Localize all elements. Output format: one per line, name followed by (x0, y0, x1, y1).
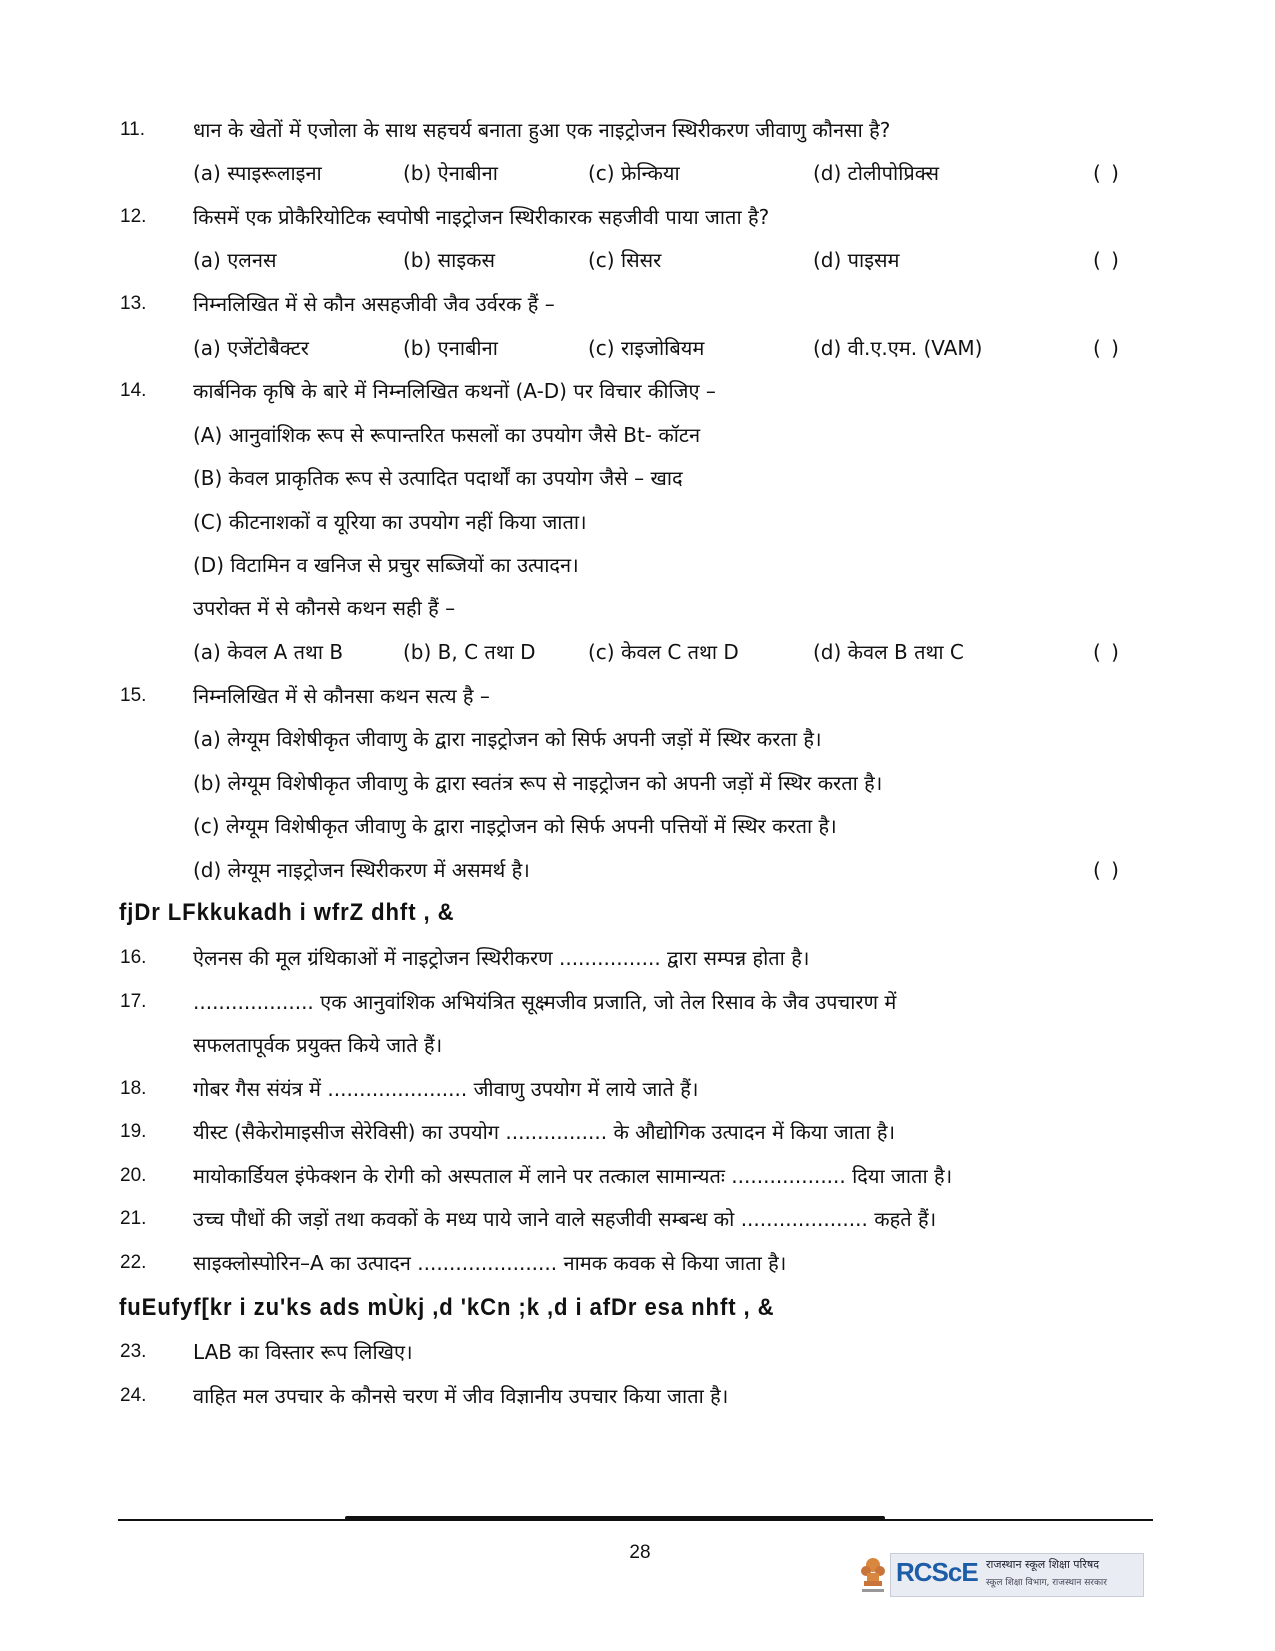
section-heading-fill-blanks: fjDr LFkkukadh i wfrZ dhft , & (119, 899, 455, 926)
option-b: (b) ऐनाबीना (403, 161, 498, 185)
rcsce-logo (858, 1549, 1143, 1601)
section-heading-short-answers: fuEufyf[kr i zu'ks ads mÙkj ,d 'kCn ;k ,d i afDr esa nhft , & (119, 1294, 775, 1321)
answer-bracket: ( ) (1093, 858, 1121, 882)
question-number: 15. (120, 685, 147, 706)
question-text: निम्नलिखित में से कौनसा कथन सत्य है – (193, 684, 490, 708)
statement-row (0, 852, 1275, 888)
option-a: (a) एजेंटोबैक्टर (193, 336, 309, 360)
question-22 (0, 1245, 1275, 1281)
statement-row (0, 547, 1275, 583)
option-c: (c) सिसर (588, 248, 662, 272)
question-24 (0, 1378, 1275, 1414)
page-number: 28 (629, 1542, 651, 1563)
emblem-icon (858, 1551, 888, 1597)
statement-a: (A) आनुवांशिक रूप से रूपान्तरित फसलों का उपयोग जैसे Bt- कॉटन (193, 423, 701, 447)
question-text: किसमें एक प्रोकैरियोटिक स्वपोषी नाइट्रोजन स्थिरीकारक सहजीवी पाया जाता है? (193, 205, 770, 229)
question-21 (0, 1201, 1275, 1237)
answer-bracket: ( ) (1093, 336, 1121, 360)
question-number: 21. (120, 1208, 147, 1229)
option-b: (b) लेग्यूम विशेषीकृत जीवाणु के द्वारा स्वतंत्र रूप से नाइट्रोजन को अपनी जड़ों में स्थिर करता है। (193, 771, 883, 795)
question-number: 18. (120, 1078, 147, 1099)
option-c: (c) केवल C तथा D (588, 640, 739, 664)
option-d: (d) केवल B तथा C (813, 640, 964, 664)
answer-bracket: ( ) (1093, 248, 1121, 272)
option-b: (b) साइकस (403, 248, 496, 272)
question-11 (0, 112, 1275, 148)
question-15 (0, 678, 1275, 714)
option-a: (a) लेग्यूम विशेषीकृत जीवाणु के द्वारा नाइट्रोजन को सिर्फ अपनी जड़ों में स्थिर करता है। (193, 727, 822, 751)
option-d: (d) लेग्यूम नाइट्रोजन स्थिरीकरण में असमर्थ है। (193, 858, 530, 882)
footer-divider-accent (345, 1516, 885, 1520)
question-number: 17. (120, 991, 147, 1012)
question-16 (0, 940, 1275, 976)
question-text: कार्बनिक कृषि के बारे में निम्नलिखित कथनों (A-D) पर विचार कीजिए – (193, 379, 716, 403)
question-14 (0, 373, 1275, 409)
option-d: (d) पाइसम (813, 248, 900, 272)
statement-row (0, 765, 1275, 801)
question-text: वाहित मल उपचार के कौनसे चरण में जीव विज्ञानीय उपचार किया जाता है। (193, 1384, 729, 1408)
question-text: यीस्ट (सैकेरोमाइसीज सेरेविसी) का उपयोग ................ के औद्योगिक उत्पादन में किया जाता है। (193, 1120, 896, 1144)
option-a: (a) केवल A तथा B (193, 640, 344, 664)
question-number: 13. (120, 293, 147, 314)
statement-c: (C) कीटनाशकों व यूरिया का उपयोग नहीं किया जाता। (193, 510, 587, 534)
statement-d: (D) विटामिन व खनिज से प्रचुर सब्जियों का उत्पादन। (193, 553, 579, 577)
question-text-continued: सफलतापूर्वक प्रयुक्त किये जाते हैं। (193, 1033, 443, 1057)
statement-row (0, 460, 1275, 496)
question-number: 14. (120, 380, 147, 401)
question-number: 22. (120, 1252, 147, 1273)
question-23 (0, 1334, 1275, 1370)
question-text: निम्नलिखित में से कौन असहजीवी जैव उर्वरक हैं – (193, 292, 555, 316)
question-number: 23. (120, 1341, 147, 1362)
logo-org-name: राजस्थान स्कूल शिक्षा परिषद (986, 1558, 1100, 1571)
question-number: 12. (120, 206, 147, 227)
question-number: 19. (120, 1121, 147, 1142)
answer-bracket: ( ) (1093, 640, 1121, 664)
logo-org-subtitle: स्कूल शिक्षा विभाग, राजस्थान सरकार (986, 1578, 1107, 1588)
question-11-options (0, 155, 1275, 191)
question-17 (0, 984, 1275, 1020)
question-prompt: उपरोक्त में से कौनसे कथन सही हैं – (193, 596, 456, 620)
question-text: उच्च पौधों की जड़ों तथा कवकों के मध्य पाये जाने वाले सहजीवी सम्बन्ध को .................... कहते हैं। (193, 1207, 937, 1231)
statement-row (0, 808, 1275, 844)
question-number: 11. (120, 119, 146, 140)
question-20 (0, 1158, 1275, 1194)
option-b: (b) B, C तथा D (403, 640, 536, 664)
option-a: (a) एलनस (193, 248, 277, 272)
question-text: ऐलनस की मूल ग्रंथिकाओं में नाइट्रोजन स्थिरीकरण ................ द्वारा सम्पन्न होता है। (193, 946, 810, 970)
option-b: (b) एनाबीना (403, 336, 498, 360)
statement-row (0, 417, 1275, 453)
option-a: (a) स्पाइरूलाइना (193, 161, 322, 185)
question-number: 24. (120, 1385, 147, 1406)
statement-row (0, 590, 1275, 626)
statement-b: (B) केवल प्राकृतिक रूप से उत्पादित पदार्थों का उपयोग जैसे – खाद (193, 466, 683, 490)
question-13-options (0, 330, 1275, 366)
option-c: (c) राइजोबियम (588, 336, 705, 360)
answer-bracket: ( ) (1093, 161, 1121, 185)
question-12-options (0, 242, 1275, 278)
statement-row (0, 721, 1275, 757)
question-17-continued (0, 1027, 1275, 1063)
option-c: (c) लेग्यूम विशेषीकृत जीवाणु के द्वारा नाइट्रोजन को सिर्फ अपनी पत्तियों में स्थिर करता है। (193, 814, 837, 838)
logo-brand-text: RCScE (896, 1557, 978, 1587)
question-14-options (0, 634, 1275, 670)
question-13 (0, 286, 1275, 322)
question-number: 16. (120, 947, 147, 968)
question-19 (0, 1114, 1275, 1150)
question-text: ................... एक आनुवांशिक अभियंत्रित सूक्ष्मजीव प्रजाति, जो तेल रिसाव के जैव उपचारण में (193, 990, 897, 1014)
option-d: (d) टोलीपोप्रिक्स (813, 161, 940, 185)
question-text: साइक्लोस्पोरिन–A का उत्पादन ...................... नामक कवक से किया जाता है। (193, 1251, 787, 1275)
question-number: 20. (120, 1165, 147, 1186)
option-d: (d) वी.ए.एम. (VAM) (813, 336, 983, 360)
question-text: LAB का विस्तार रूप लिखिए। (193, 1340, 413, 1364)
statement-row (0, 504, 1275, 540)
question-text: गोबर गैस संयंत्र में ...................... जीवाणु उपयोग में लाये जाते हैं। (193, 1077, 699, 1101)
question-18 (0, 1071, 1275, 1107)
question-text: धान के खेतों में एजोला के साथ सहचर्य बनाता हुआ एक नाइट्रोजन स्थिरीकरण जीवाणु कौनसा है? (193, 118, 891, 142)
question-text: मायोकार्डियल इंफेक्शन के रोगी को अस्पताल में लाने पर तत्काल सामान्यतः .................. दिया जाता है। (193, 1164, 953, 1188)
question-12 (0, 199, 1275, 235)
option-c: (c) फ्रेन्किया (588, 161, 680, 185)
